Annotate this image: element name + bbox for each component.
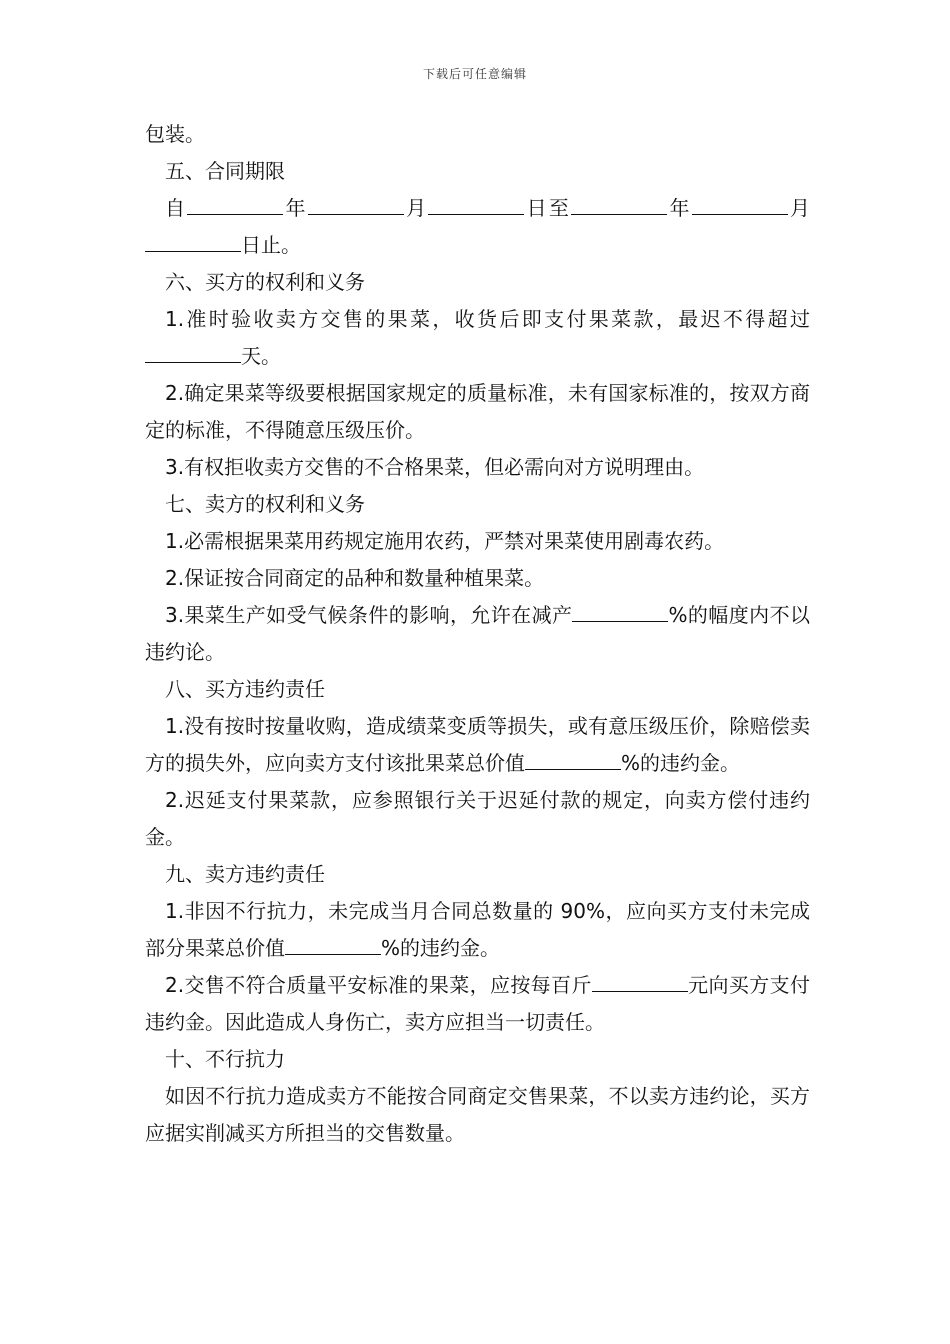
paragraph-seller-breach-2 — [145, 967, 810, 1041]
heading-seller-breach: 九、卖方违约责任 — [165, 862, 325, 886]
blank-payment-days[interactable] — [145, 340, 241, 363]
text-seller-breach-1b: %的违约金。 — [381, 936, 501, 960]
heading-buyer-breach: 八、买方违约责任 — [165, 677, 325, 701]
paragraph-buyer-rights-2: 2.确定果菜等级要根据国家规定的质量标准，未有国家标准的，按双方商定的标准，不得随意压级压价。 — [145, 381, 810, 442]
text-day-to: 日至 — [524, 196, 572, 220]
text-seller-breach-2b: 元向买方支付违约金。因此造成人身伤亡，卖方应担当一切责任。 — [145, 973, 810, 1034]
heading-buyer-rights: 六、买方的权利和义务 — [165, 270, 365, 294]
text-buyer-rights-1: 1.准时验收卖方交售的果菜，收货后即支付果菜款，最迟不得超过 — [165, 307, 810, 331]
text-month-2: 月 — [787, 196, 811, 220]
heading-seller-rights: 七、卖方的权利和义务 — [165, 492, 365, 516]
paragraph-seller-rights-2: 2.保证按合同商定的品种和数量种植果菜。 — [165, 566, 545, 590]
text-month: 月 — [403, 196, 429, 220]
blank-start-year[interactable] — [187, 192, 283, 215]
text-days: 天。 — [241, 344, 281, 368]
paragraph-buyer-rights-1 — [145, 301, 810, 375]
paragraph-buyer-breach-1 — [145, 708, 810, 782]
paragraph-contract-term-dates — [145, 190, 810, 264]
heading-contract-term: 五、合同期限 — [165, 159, 285, 183]
paragraph-buyer-rights-3: 3.有权拒收卖方交售的不合格果菜，但必需向对方说明理由。 — [165, 455, 705, 479]
blank-end-month[interactable] — [692, 192, 788, 215]
text-seller-breach-2a: 2.交售不符合质量平安标准的果菜，应按每百斤 — [165, 973, 592, 997]
blank-penalty-per-hundred-jin[interactable] — [592, 969, 688, 992]
text-buyer-breach-1a: 1.没有按时按量收购，造成绩菜变质等损失，或有意压级压价，除赔偿卖方的损失外，应向卖方支付该批果菜总价值 — [145, 714, 810, 775]
paragraph-buyer-breach-2: 2.迟延支付果菜款，应参照银行关于迟延付款的规定，向卖方偿付违约金。 — [145, 788, 810, 849]
text-buyer-breach-1b: %的违约金。 — [621, 751, 741, 775]
paragraph-force-majeure: 如因不行抗力造成卖方不能按合同商定交售果菜，不以卖方违约论，买方应据实削减买方所担当的交售数量。 — [145, 1084, 810, 1145]
text-year: 年 — [283, 196, 308, 220]
blank-buyer-penalty-percent[interactable] — [525, 747, 621, 770]
blank-reduction-percent[interactable] — [572, 599, 668, 622]
blank-seller-penalty-percent[interactable] — [285, 932, 381, 955]
text-year-2: 年 — [667, 196, 692, 220]
paragraph-seller-rights-3 — [145, 597, 810, 671]
contract-body — [145, 116, 810, 1152]
blank-end-year[interactable] — [571, 192, 667, 215]
blank-start-month[interactable] — [308, 192, 404, 215]
text-from: 自 — [165, 196, 188, 220]
blank-start-day[interactable] — [428, 192, 524, 215]
page-header-note: 下载后可任意编辑 — [422, 67, 527, 81]
text-seller-rights-3b: %的幅度内不以违约论。 — [145, 603, 810, 664]
paragraph-seller-rights-1: 1.必需根据果菜用药规定施用农药，严禁对果菜使用剧毒农药。 — [165, 529, 725, 553]
blank-end-day[interactable] — [145, 229, 241, 252]
text-seller-breach-1a: 1.非因不行抗力，未完成当月合同总数量的 90%，应向买方支付未完成部分果菜总价值 — [145, 899, 810, 960]
heading-force-majeure: 十、不行抗力 — [165, 1047, 285, 1071]
text-day-end: 日止。 — [241, 233, 301, 257]
text-seller-rights-3a: 3.果菜生产如受气候条件的影响，允许在减产 — [165, 603, 573, 627]
paragraph-packaging-end: 包装。 — [145, 122, 205, 146]
paragraph-seller-breach-1 — [145, 893, 810, 967]
